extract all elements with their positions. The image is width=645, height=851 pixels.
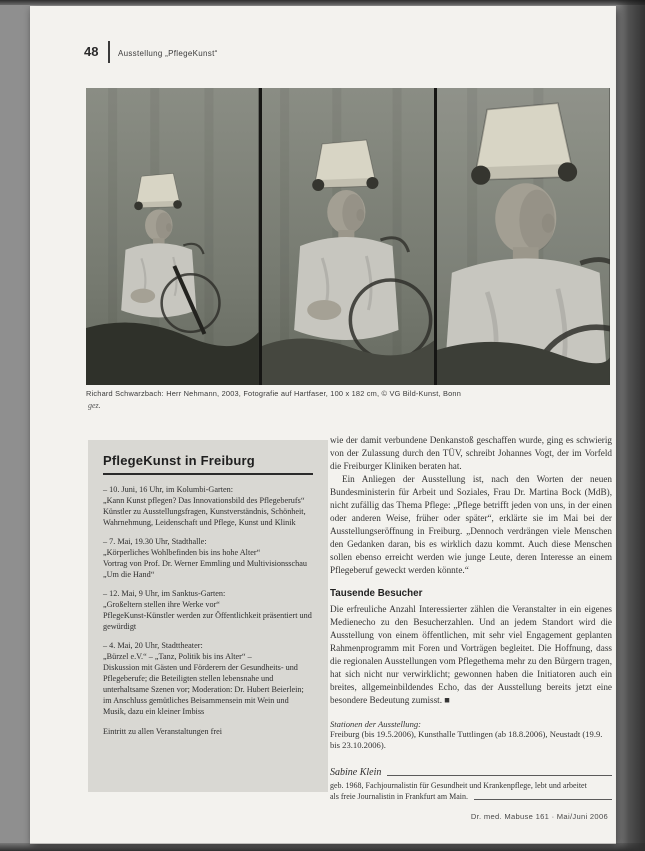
article-column (330, 434, 612, 802)
author-block (330, 767, 612, 802)
exhibition-photo-left (86, 88, 259, 385)
author-bio-line: geb. 1968, Fachjournalistin für Gesundheit und Krankenpflege, lebt und arbeitet (330, 781, 587, 790)
event-title: „Kann Kunst pflegen? Das Innovationsbild des Pflegeberufs“ (103, 496, 305, 505)
header-divider (108, 41, 110, 63)
event-date: – 7. Mai, 19.30 Uhr, Stadthalle: (103, 537, 207, 546)
event-description: Diskussion mit Gästen und Förderern der Gesundheits- und Pflegeberufe; die Beteiligten stellen lebensnahe und unterhaltsame Szenen vor; Moderation: Dr. Hubert Beierlein; im Anschluss gemütliches Beisammensein mit Wein und Musik, dazu ein kleiner Imbiss (103, 663, 304, 716)
event-description: Künstler zu Ausstellungsfragen, Kunstverständnis, Schönheit, Wahrnehmung, Leidenschaft und Pflege, Kunst und Klinik (103, 507, 306, 527)
scan-edge-top (0, 0, 645, 5)
exhibition-photo-right (437, 88, 610, 385)
caption-mark: gez. (88, 401, 101, 410)
exhibition-photo-middle (262, 88, 435, 385)
event-description: Vortrag von Prof. Dr. Werner Emmling und Multivisionsschau „Um die Hand“ (103, 559, 307, 579)
event-description: PflegeKunst-Künstler werden zur Öffentlichkeit präsentiert und gewürdigt (103, 611, 312, 631)
event-item (103, 536, 313, 580)
article-subheading: Tausende Besucher (330, 588, 423, 599)
event-item (103, 484, 313, 528)
journal-footer: Dr. med. Mabuse 161 · Mai/Juni 2006 (470, 812, 608, 821)
exhibition-stations (330, 719, 612, 751)
article-paragraph: Ein Anliegen der Ausstellung ist, nach den Worten der neuen Bundesministerin für Arbeit und Soziales, Frau Dr. Martina Bock (MdB), nicht zufällig das Thema Pflege: „Pflege betrifft jeden von uns, in der einen oder anderen Weise, früher oder später“, erklärte sie im Mai bei der Ausstellungseröffnung in Freiburg. „Dennoch verdrängen viele Menschen den Gedanken daran, bis es wirklich dazu kommt. Auch diese Menschen sollen ebenso erreicht werden wie junge Leute, deren Interesse an einem Pflegeberuf geweckt werden könnte.“ (330, 474, 612, 575)
event-title: „Körperliches Wohlbefinden bis ins hohe Alter“ (103, 548, 261, 557)
exhibition-photo-triptych (86, 88, 610, 385)
scan-edge-bottom (0, 843, 645, 851)
event-title: „Bürzel e.V.“ – „Tanz, Politik bis ins Alter“ – (103, 652, 252, 661)
author-bio-line: als freie Journalistin in Frankfurt am Main. (330, 791, 468, 801)
event-date: – 10. Juni, 16 Uhr, im Kolumbi-Garten: (103, 485, 233, 494)
infobox-title: PflegeKunst in Freiburg (103, 453, 313, 475)
running-title: Ausstellung „PflegeKunst“ (118, 49, 218, 58)
scan-edge-right (615, 0, 645, 851)
event-item (103, 640, 313, 717)
stations-text: Freiburg (bis 19.5.2006), Kunsthalle Tuttlingen (ab 18.8.2006), Neustadt (19.9. bis 23.10.2006). (330, 729, 603, 750)
event-item (103, 588, 313, 632)
stations-label: Stationen der Ausstellung: (330, 719, 422, 729)
magazine-page (30, 6, 616, 844)
event-date: – 12. Mai, 9 Uhr, im Sanktus-Garten: (103, 589, 226, 598)
page-number: 48 (84, 44, 99, 59)
article-paragraph: Die erfreuliche Anzahl Interessierter zählen die Veranstalter in ein eigenes Medienecho zu den Besucherzahlen. Und an jedem Standort wird die Ausstellung von einem öffentlichen, mit sehr viel Engagement geplanten Rahmenprogramm mit Foren und Vorträgen begleitet. Die Hoffnung, dass die regionalen Ausstellungen vom Pflegethema mehr zu den Bürgern tragen, hat sich nicht nur verwirklicht; gewonnen haben die Initiatoren auch ein breites, allgemeinbildendes Echo, das der Ausstellung bereits jetzt eine besondere Bedeutung zumisst. ■ (330, 604, 612, 705)
infobox-closing-note: Eintritt zu allen Veranstaltungen frei (103, 727, 222, 736)
author-name: Sabine Klein (330, 767, 382, 778)
photo-caption: Richard Schwarzbach: Herr Nehmann, 2003, Fotografie auf Hartfaser, 100 x 182 cm, © VG Bild-Kunst, Bonn (86, 389, 462, 398)
infobox-pflegekunst (88, 440, 328, 792)
event-title: „Großeltern stellen ihre Werke vor“ (103, 600, 220, 609)
author-rule (387, 775, 612, 776)
author-rule (474, 799, 612, 800)
article-paragraph: wie der damit verbundene Denkanstoß geschaffen wurde, ging es schwierig von der Zulassung durch den TÜV, schreibt Johannes Vogt, der im Vorfeld die Freiburger Kliniken beraten hat. (330, 435, 612, 471)
event-date: – 4. Mai, 20 Uhr, Stadttheater: (103, 641, 203, 650)
